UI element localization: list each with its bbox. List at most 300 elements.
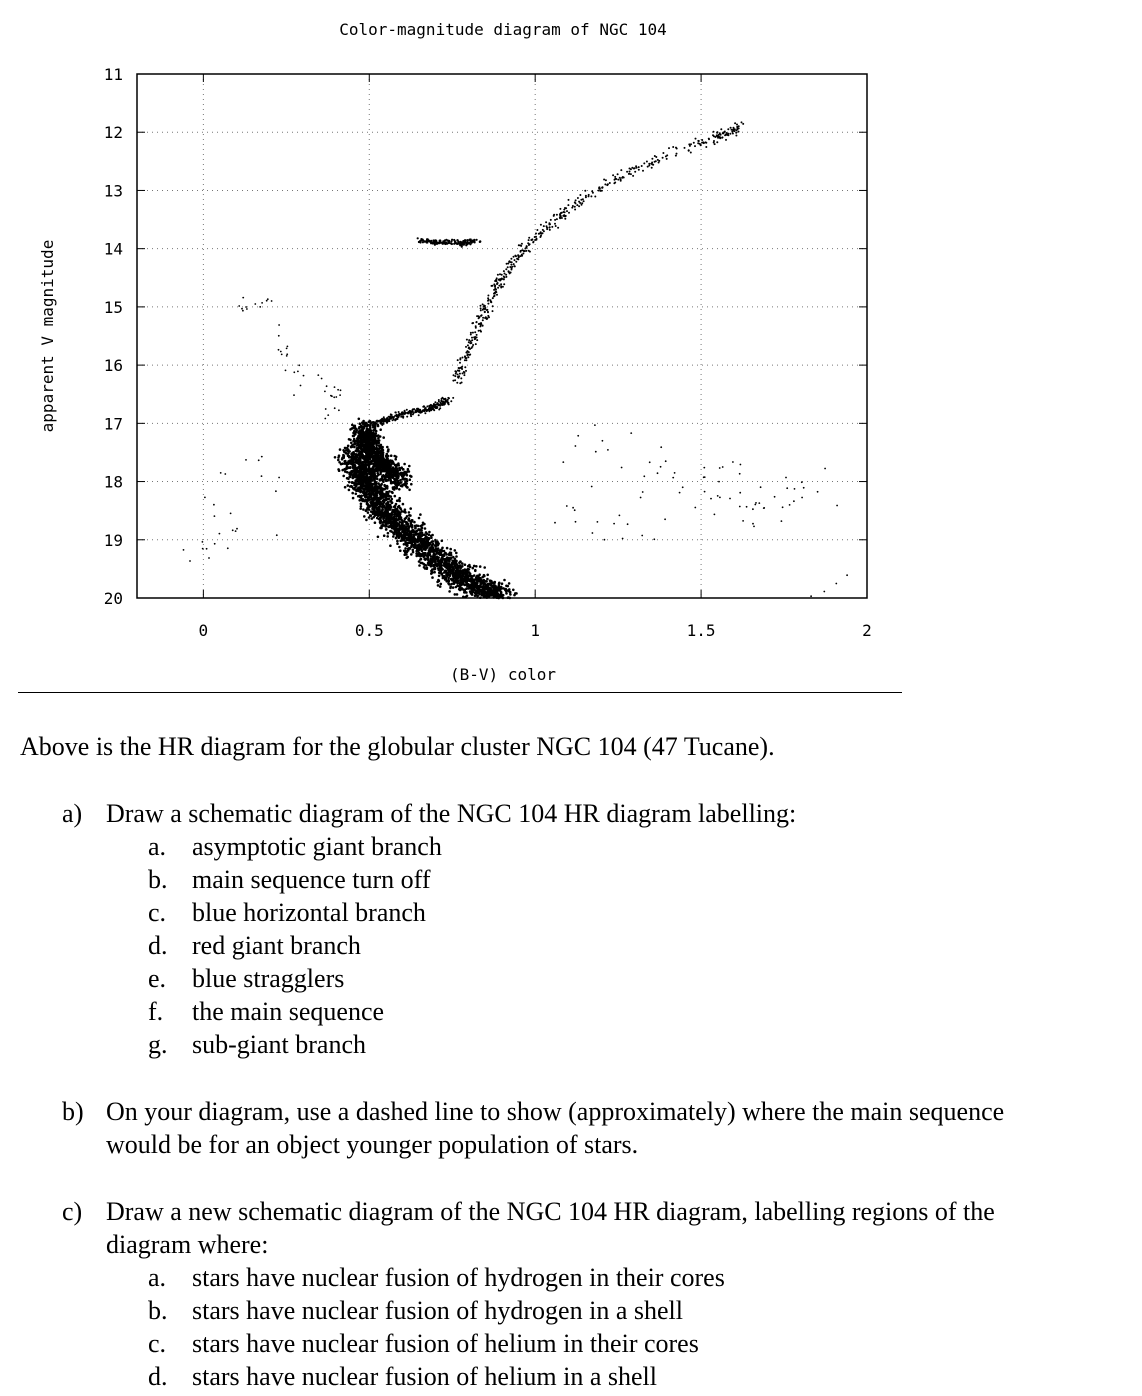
star-point: [414, 545, 417, 548]
star-point: [495, 279, 497, 281]
star-point: [640, 497, 642, 499]
star-point: [694, 145, 696, 147]
star-point: [324, 391, 326, 393]
star-point: [372, 426, 375, 429]
star-point: [404, 511, 407, 514]
star-point: [359, 458, 362, 461]
star-point: [490, 301, 492, 303]
star-point: [392, 466, 395, 469]
star-point: [436, 542, 439, 545]
star-point: [470, 592, 473, 595]
star-point: [372, 438, 375, 441]
star-point: [572, 205, 574, 207]
star-point: [421, 550, 424, 553]
star-point: [276, 534, 278, 536]
star-point: [361, 472, 364, 475]
star-point: [689, 145, 691, 147]
star-point: [492, 310, 494, 312]
star-point: [505, 590, 508, 593]
star-point: [389, 465, 392, 468]
star-point: [388, 490, 391, 493]
star-point: [579, 202, 581, 204]
star-point: [372, 422, 374, 424]
y-tick-label: 14: [103, 239, 123, 259]
x-axis-label: (B-V) color: [450, 665, 556, 684]
star-point: [676, 153, 678, 155]
star-point: [698, 140, 700, 142]
star-point: [408, 465, 411, 468]
star-point: [614, 182, 616, 184]
star-point: [365, 519, 368, 522]
star-point: [410, 412, 412, 414]
star-point: [701, 142, 703, 144]
star-point: [533, 241, 535, 243]
star-point: [450, 242, 452, 244]
star-point: [452, 575, 455, 578]
star-point: [480, 331, 482, 333]
star-point: [679, 492, 681, 494]
star-point: [716, 141, 718, 143]
star-point: [704, 491, 706, 493]
star-point: [470, 241, 472, 243]
star-point: [479, 565, 482, 568]
star-point: [357, 441, 360, 444]
y-tick-label: 13: [103, 181, 123, 201]
star-point: [373, 463, 376, 466]
x-tick-label: 0: [198, 621, 209, 640]
star-point: [595, 451, 597, 453]
star-point: [658, 160, 660, 162]
star-point: [412, 410, 414, 412]
star-point: [351, 427, 354, 430]
star-point: [500, 283, 502, 285]
star-point: [466, 243, 468, 245]
star-point: [500, 278, 502, 280]
star-point: [401, 522, 404, 525]
star-point: [447, 582, 450, 585]
star-point: [581, 202, 583, 204]
star-point: [638, 166, 640, 168]
star-point: [398, 488, 401, 491]
star-point: [494, 581, 497, 584]
star-point: [407, 468, 410, 471]
star-point: [627, 523, 629, 525]
star-point: [350, 472, 353, 475]
star-point: [374, 485, 377, 488]
star-point: [418, 414, 420, 416]
star-point: [423, 539, 426, 542]
star-point: [374, 505, 377, 508]
star-point: [386, 512, 389, 515]
star-point: [386, 515, 389, 518]
star-point: [546, 228, 548, 230]
star-point: [445, 242, 447, 244]
star-point: [281, 354, 283, 356]
star-point: [674, 472, 676, 474]
star-point: [362, 490, 365, 493]
star-point: [367, 511, 370, 514]
star-point: [383, 484, 386, 487]
star-point: [550, 219, 552, 221]
star-point: [720, 128, 722, 130]
star-point: [359, 465, 362, 468]
star-point: [344, 486, 347, 489]
star-point: [479, 583, 482, 586]
star-point: [704, 476, 706, 478]
star-point: [402, 527, 405, 530]
star-point: [657, 472, 659, 474]
star-point: [511, 269, 513, 271]
star-point: [480, 580, 483, 583]
star-point: [379, 504, 382, 507]
star-point: [417, 525, 420, 528]
star-point: [419, 537, 422, 540]
star-point: [507, 263, 509, 265]
star-point: [434, 242, 436, 244]
star-point: [540, 224, 542, 226]
star-point: [626, 171, 628, 173]
star-point: [599, 190, 601, 192]
star-point: [362, 481, 365, 484]
star-point: [363, 500, 366, 503]
star-point: [410, 483, 413, 486]
star-point: [575, 521, 577, 523]
star-point: [690, 152, 692, 154]
star-point: [368, 440, 371, 443]
star-point: [470, 586, 473, 589]
star-point: [396, 540, 399, 543]
star-point: [823, 591, 825, 593]
star-point: [498, 285, 500, 287]
star-point: [555, 225, 557, 227]
star-point: [478, 315, 480, 317]
star-point: [438, 409, 440, 411]
star-point: [574, 201, 576, 203]
star-point: [381, 446, 384, 449]
star-point: [794, 488, 796, 490]
star-point: [358, 418, 361, 421]
star-point: [554, 219, 556, 221]
star-point: [347, 484, 350, 487]
star-point: [406, 539, 409, 542]
star-point: [739, 473, 741, 475]
item-text: main sequence turn off: [192, 865, 431, 894]
star-point: [368, 434, 371, 437]
star-point: [394, 458, 397, 461]
star-point: [419, 410, 421, 412]
star-point: [423, 405, 425, 407]
star-point: [405, 478, 408, 481]
star-point: [463, 374, 465, 376]
star-point: [666, 154, 668, 156]
star-point: [386, 509, 389, 512]
star-point: [741, 121, 743, 123]
star-point: [836, 505, 838, 507]
star-point: [464, 366, 466, 368]
star-point: [727, 128, 729, 130]
star-point: [442, 400, 444, 402]
star-point: [463, 243, 465, 245]
star-point: [454, 379, 456, 381]
star-point: [612, 174, 614, 176]
item-letter: g.: [148, 1030, 168, 1059]
star-point: [736, 124, 738, 126]
star-point: [565, 207, 567, 209]
y-tick-label: 19: [103, 530, 123, 550]
star-point: [424, 527, 427, 530]
star-point: [469, 354, 471, 356]
star-point: [404, 472, 407, 475]
star-point: [439, 566, 442, 569]
star-point: [697, 142, 699, 144]
star-point: [426, 241, 428, 243]
star-point: [406, 556, 409, 559]
star-point: [734, 122, 736, 124]
star-point: [387, 497, 390, 500]
star-point: [348, 481, 351, 484]
star-point: [553, 214, 555, 216]
star-point: [546, 225, 548, 227]
star-point: [456, 593, 459, 596]
star-point: [528, 244, 530, 246]
star-point: [376, 517, 379, 520]
star-point: [411, 542, 414, 545]
star-point: [403, 463, 406, 466]
star-point: [518, 256, 520, 258]
star-point: [475, 591, 478, 594]
star-point: [389, 470, 392, 473]
star-point: [472, 332, 474, 334]
star-point: [343, 460, 346, 463]
star-point: [340, 389, 342, 391]
star-point: [719, 497, 721, 499]
star-point: [352, 467, 355, 470]
star-point: [577, 197, 579, 199]
star-point: [357, 450, 360, 453]
star-point: [412, 413, 414, 415]
star-point: [521, 243, 523, 245]
star-point: [389, 504, 392, 507]
star-point: [338, 409, 340, 411]
star-point: [374, 451, 377, 454]
star-point: [413, 535, 416, 538]
star-point: [503, 276, 505, 278]
item-letter: e.: [148, 964, 167, 993]
star-point: [399, 511, 402, 514]
star-point: [445, 401, 447, 403]
star-point: [369, 514, 372, 517]
star-point: [408, 511, 411, 514]
star-point: [735, 135, 737, 137]
star-point: [534, 236, 536, 238]
star-point: [406, 470, 409, 473]
star-point: [438, 575, 441, 578]
star-point: [293, 371, 295, 373]
star-point: [389, 525, 392, 528]
star-point: [365, 442, 368, 445]
star-point: [452, 586, 455, 589]
star-point: [729, 498, 731, 500]
star-point: [375, 501, 378, 504]
star-point: [428, 544, 431, 547]
star-point: [717, 495, 719, 497]
star-point: [439, 405, 441, 407]
star-point: [642, 491, 644, 493]
star-point: [351, 492, 354, 495]
star-point: [371, 487, 374, 490]
star-point: [483, 583, 486, 586]
star-point: [718, 136, 720, 138]
star-point: [404, 547, 407, 550]
star-point: [419, 546, 422, 549]
star-point: [380, 444, 383, 447]
star-point: [443, 571, 446, 574]
star-point: [385, 493, 388, 496]
star-point: [502, 278, 504, 280]
star-point: [548, 224, 550, 226]
star-point: [385, 523, 388, 526]
star-point: [700, 143, 702, 145]
star-point: [394, 471, 397, 474]
star-point: [462, 582, 465, 585]
star-point: [725, 132, 727, 134]
star-point: [437, 584, 440, 587]
star-point: [483, 308, 485, 310]
star-point: [406, 544, 409, 547]
star-point: [417, 544, 420, 547]
star-point: [338, 461, 341, 464]
star-point: [379, 473, 382, 476]
star-point: [416, 408, 418, 410]
star-point: [393, 416, 395, 418]
x-tick-label: 2: [862, 621, 872, 640]
star-point: [369, 480, 372, 483]
star-point: [521, 249, 523, 251]
star-point: [202, 548, 204, 550]
plot-frame: [137, 74, 867, 598]
star-point: [368, 508, 371, 511]
star-point: [534, 239, 536, 241]
star-point: [259, 306, 261, 308]
star-point: [579, 194, 581, 196]
star-point: [367, 481, 370, 484]
star-point: [648, 163, 650, 165]
star-point: [236, 528, 238, 530]
star-point: [727, 134, 729, 136]
star-point: [377, 508, 380, 511]
star-point: [400, 532, 403, 535]
star-point: [403, 524, 406, 527]
star-point: [515, 255, 517, 257]
star-point: [458, 588, 461, 591]
star-point: [362, 445, 365, 448]
star-point: [725, 139, 727, 141]
star-point: [439, 561, 442, 564]
chart-title: Color-magnitude diagram of NGC 104: [339, 20, 667, 39]
star-point: [739, 506, 741, 508]
star-point: [479, 325, 481, 327]
star-point: [408, 517, 411, 520]
star-point: [381, 420, 383, 422]
star-point: [392, 535, 395, 538]
star-point: [339, 394, 341, 396]
star-point: [412, 408, 414, 410]
star-point: [359, 460, 362, 463]
star-point: [266, 300, 268, 302]
star-point: [493, 293, 495, 295]
star-point: [374, 436, 377, 439]
star-point: [431, 556, 434, 559]
star-point: [455, 555, 458, 558]
star-point: [470, 342, 472, 344]
star-point: [817, 491, 819, 493]
star-point: [774, 496, 776, 498]
star-point: [371, 493, 374, 496]
star-point: [456, 382, 458, 384]
star-point: [344, 462, 347, 465]
star-point: [655, 156, 657, 158]
star-point: [476, 575, 479, 578]
star-point: [374, 469, 377, 472]
star-point: [730, 127, 732, 129]
star-point: [494, 295, 496, 297]
star-point: [409, 478, 412, 481]
star-point: [496, 590, 499, 593]
star-point: [574, 509, 576, 511]
star-point: [415, 409, 417, 411]
star-point: [445, 553, 448, 556]
star-point: [508, 582, 511, 585]
star-point: [459, 362, 461, 364]
star-point: [695, 138, 697, 140]
star-point: [368, 464, 371, 467]
star-point: [493, 289, 495, 291]
star-point: [400, 414, 402, 416]
star-point: [480, 309, 482, 311]
star-point: [360, 503, 363, 506]
star-point: [578, 205, 580, 207]
star-point: [220, 472, 222, 474]
star-point: [354, 442, 357, 445]
star-point: [278, 335, 280, 337]
star-point: [285, 370, 287, 372]
star-point: [475, 565, 478, 568]
star-point: [344, 447, 347, 450]
star-point: [440, 554, 443, 557]
star-point: [334, 407, 336, 409]
star-point: [438, 401, 440, 403]
star-point: [372, 501, 375, 504]
star-point: [580, 199, 582, 201]
star-point: [478, 592, 481, 595]
star-point: [512, 589, 515, 592]
star-point: [387, 472, 390, 475]
star-point: [646, 161, 648, 163]
star-point: [446, 564, 449, 567]
star-point: [351, 481, 354, 484]
star-point: [566, 505, 568, 507]
star-point: [412, 549, 415, 552]
star-point: [458, 367, 460, 369]
star-point: [630, 432, 632, 434]
star-point: [353, 430, 356, 433]
star-point: [406, 416, 408, 418]
star-point: [368, 470, 371, 473]
star-point: [213, 504, 215, 506]
star-point: [568, 199, 570, 201]
star-point: [556, 218, 558, 220]
star-point: [357, 487, 360, 490]
